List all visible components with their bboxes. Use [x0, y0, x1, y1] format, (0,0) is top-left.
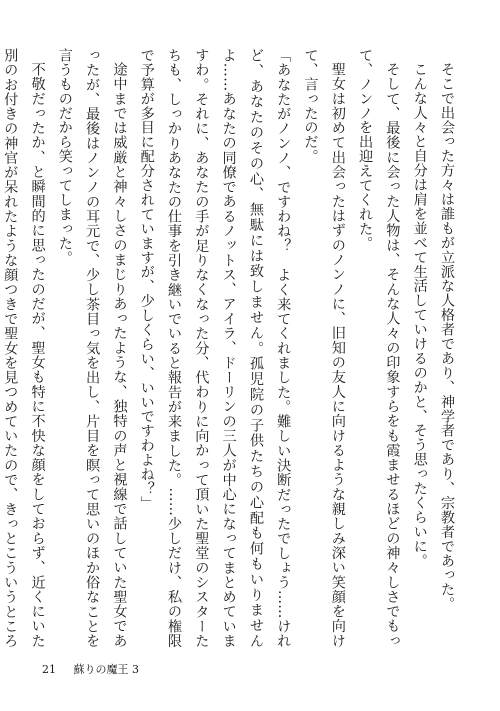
paragraph-5-dialogue: 「あなたがノンノ、ですわね？ よく来てくれました。難しい決断だったでしょう……けれど、あなたのその心、無駄には致しません。孤児院の子供たちの心配も何もいりませんよ……あなたの同僚であるノットス、アイラ、ドーリンの三人が中心になってまとめていますわ。それに、あなたの手が足りなくなった分、代わりに向かって頂いた聖堂のシスターたちも、しっかりあなたの仕事を引き継いでいると報告が来ました。……少しだけ、私の権限で予算が多目に配分されていますが、少しくらい、いいですわよね？」 [138, 48, 292, 648]
paragraph-4: 聖女は初めて出会ったはずのノンノに、旧知の友人に向けるような親しみ深い笑顔を向けて、言ったのだ。 [302, 48, 346, 648]
paragraph-1: そこで出会った方々は誰もが立派な人格者であり、神学者であり、宗教者であった。 [439, 62, 455, 612]
page-number: 21 [42, 663, 56, 676]
paragraph-7: 不敬だったか、と瞬間的に思ったのだが、聖女も特に不快な顔をしておらず、近くにいた別のお付きの神官が呆れたような顔つきで聖女を見つめていたので、きっとこういうところ [2, 48, 46, 648]
page-footer [42, 661, 139, 677]
vertical-text-body [2, 48, 460, 648]
paragraph-3: そして、最後に会った人物は、そんな人々の印象すらをも霞ませるほどの神々しさでもって、ノンノを出迎えてくれた。 [357, 48, 401, 648]
paragraph-2: こんな人々と自分は肩を並べて生活していけるのかと、そう思ったくらいに。 [411, 62, 428, 568]
paragraph-6: 途中までは威厳と神々しさのまじりあったような、独特の声と視線で話していた聖女であったが、最後はノンノの耳元で、少し茶目っ気を出し、片目を瞑って思いのほか俗なことを言うものだから笑ってしまった。 [56, 48, 128, 648]
book-title: 蘇りの魔王 3 [73, 663, 139, 676]
